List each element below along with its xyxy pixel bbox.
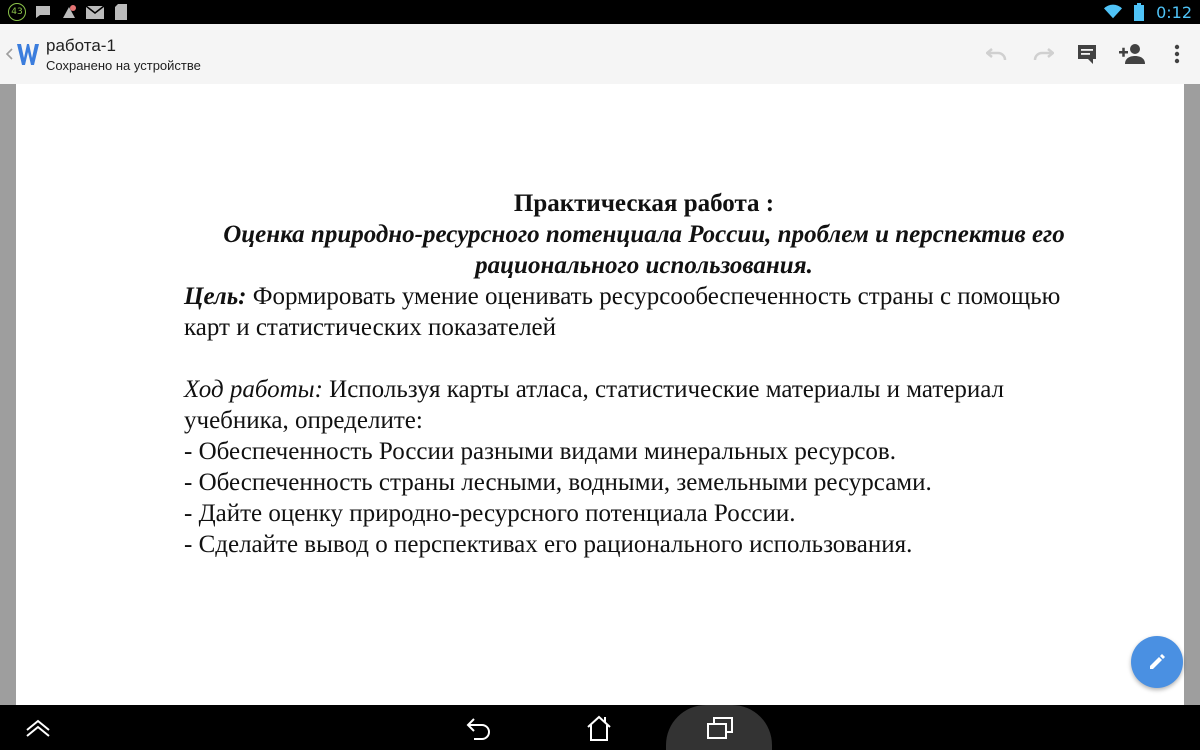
edit-fab-button[interactable]	[1131, 636, 1183, 688]
hide-keyboard-button[interactable]	[22, 711, 54, 745]
navigation-bar	[0, 705, 1200, 750]
mail-icon	[86, 3, 104, 21]
blank-line	[184, 343, 1104, 374]
document-page[interactable]	[16, 84, 1184, 705]
notification-icons	[8, 2, 130, 22]
document-canvas[interactable]	[0, 84, 1200, 705]
app-notification-icon	[60, 3, 78, 21]
pencil-edit-icon	[1147, 652, 1167, 672]
list-item: - Обеспеченность страны лесными, водными, земельными ресурсами.	[184, 469, 932, 496]
home-button[interactable]	[582, 711, 616, 745]
status-bar	[0, 0, 1200, 24]
document-title[interactable]: работа-1	[46, 36, 116, 55]
word-logo-icon[interactable]	[16, 41, 38, 67]
clock: 0:12	[1156, 2, 1192, 22]
hide-keyboard-icon	[23, 718, 53, 738]
goal-text: Формировать умение оценивать ресурсообеспеченность страны с помощью карт и статистических показателей	[184, 283, 1061, 341]
work-text: Используя карты атласа, статистические материалы и материал учебника, определите:	[184, 376, 1005, 434]
comment-button[interactable]	[1073, 40, 1101, 68]
battery-icon	[1130, 3, 1148, 21]
back-button[interactable]	[462, 711, 496, 745]
document-heading: Практическая работа :	[513, 190, 775, 217]
system-status	[1104, 1, 1192, 23]
recents-icon	[706, 716, 734, 740]
add-person-icon	[1119, 43, 1145, 65]
document-subheading: Оценка природно-ресурсного потенциала России, проблем и перспектив его рационального использования.	[223, 221, 1065, 279]
recents-button[interactable]	[704, 711, 736, 745]
goal-label: Цель:	[184, 283, 247, 310]
undo-icon	[986, 47, 1008, 61]
save-status: Сохранено на устройстве	[46, 58, 201, 73]
chat-icon	[34, 3, 52, 21]
app-bar	[0, 24, 1200, 84]
home-icon	[585, 714, 613, 742]
list-item: - Обеспеченность России разными видами минеральных ресурсов.	[184, 438, 896, 465]
notification-count-badge: 43	[8, 3, 26, 21]
back-icon	[465, 716, 493, 740]
more-options-button[interactable]	[1163, 40, 1191, 68]
back-chevron-icon[interactable]	[4, 45, 14, 63]
sd-card-icon	[112, 3, 130, 21]
add-person-button[interactable]	[1118, 40, 1146, 68]
redo-button[interactable]	[1029, 40, 1057, 68]
list-item: - Сделайте вывод о перспективах его рационального использования.	[184, 531, 913, 558]
goal-paragraph	[184, 281, 1104, 343]
wifi-icon	[1104, 3, 1122, 21]
more-vert-icon	[1174, 44, 1180, 64]
comment-icon	[1076, 43, 1098, 65]
redo-icon	[1032, 47, 1054, 61]
list-item: - Дайте оценку природно-ресурсного потенциала России.	[184, 500, 796, 527]
document-body[interactable]	[184, 188, 1104, 560]
work-paragraph	[184, 374, 1104, 436]
undo-button[interactable]	[983, 40, 1011, 68]
work-label: Ход работы:	[184, 376, 323, 403]
